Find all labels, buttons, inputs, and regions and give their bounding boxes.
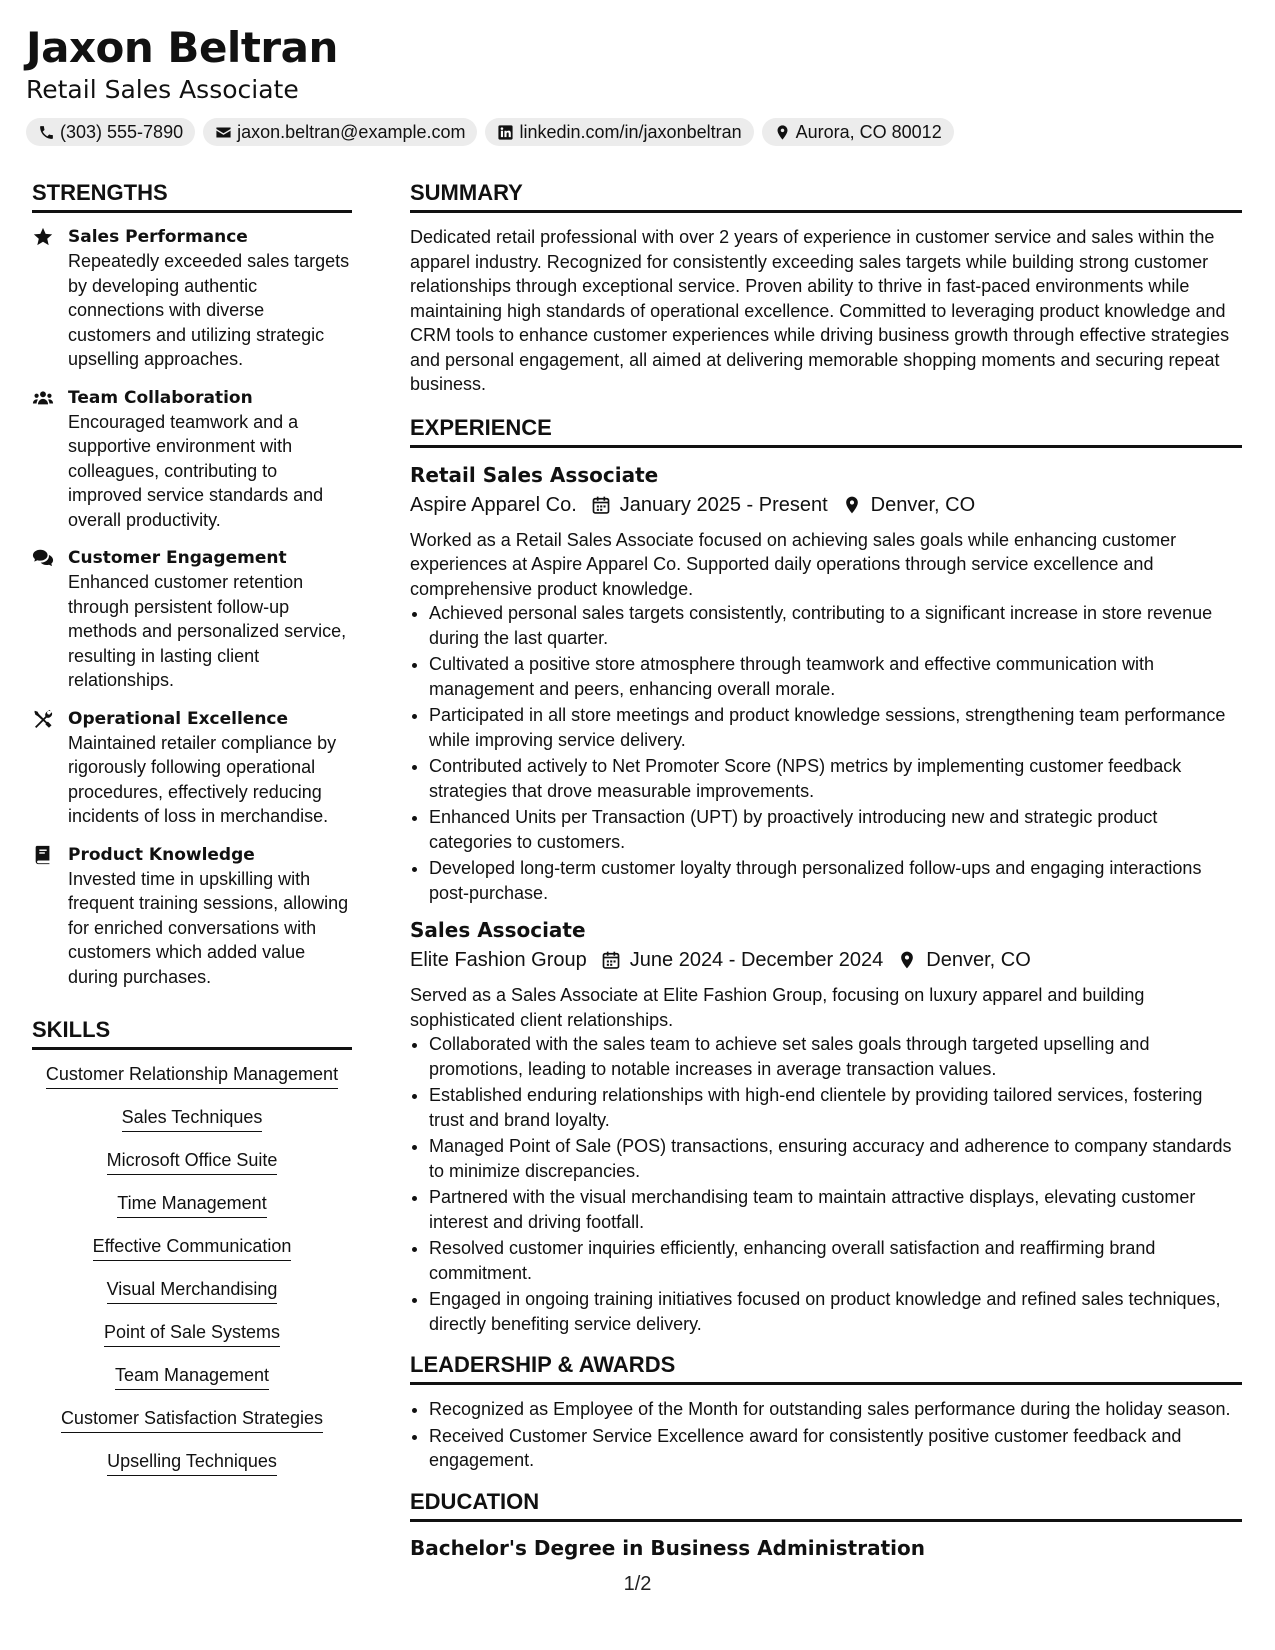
skill-label: Upselling Techniques	[107, 1449, 277, 1476]
job-title: Retail Sales Associate	[410, 462, 659, 487]
job-dates: January 2025 - Present	[619, 493, 828, 516]
job-dates: June 2024 - December 2024	[629, 949, 884, 971]
contact-linkedin[interactable]	[485, 118, 753, 146]
strength-item	[32, 843, 352, 990]
contact-bar	[26, 118, 1249, 146]
linkedin-icon	[497, 124, 514, 141]
skill-item	[32, 1363, 352, 1390]
candidate-title: Retail Sales Associate	[26, 75, 299, 104]
skill-item	[32, 1406, 352, 1433]
job-bullets	[410, 1032, 1242, 1336]
page-number: 1/2	[623, 1573, 652, 1595]
leadership-heading: LEADERSHIP & AWARDS	[410, 1350, 1242, 1385]
contact-location	[762, 118, 954, 146]
strength-title: Operational Excellence	[68, 708, 289, 729]
job-bullet: • Engaged in ongoing training initiatives focused on product knowledge and refined sales techniques, directly benefiting service delivery.	[429, 1287, 1242, 1336]
star-icon	[32, 226, 54, 248]
job-bullet: • Cultivated a positive store atmosphere through teamwork and effective communication with management and peers, enhancing overall morale.	[429, 652, 1242, 701]
skill-label: Effective Communication	[93, 1234, 292, 1261]
skill-item	[32, 1062, 352, 1089]
job-bullet: • Enhanced Units per Transaction (UPT) by proactively introducing new and strategic product categories to customers.	[429, 805, 1242, 854]
strength-title: Product Knowledge	[68, 844, 255, 865]
strength-desc: Encouraged teamwork and a supportive environment with colleagues, contributing to improved service standards and overall productivity.	[68, 411, 324, 530]
job-bullets	[410, 601, 1242, 905]
skills-heading: SKILLS	[32, 1015, 352, 1050]
job-bullet: • Resolved customer inquiries efficiently, enhancing overall satisfaction and reaffirming brand commitment.	[429, 1236, 1242, 1285]
strength-desc: Maintained retailer compliance by rigorously following operational procedures, effectively reducing incidents of loss in merchandise.	[68, 732, 337, 826]
users-icon	[32, 387, 54, 409]
contact-location-text: Aurora, CO 80012	[795, 122, 942, 142]
contact-email-text: jaxon.beltran@example.com	[237, 122, 466, 142]
job-bullet: • Partnered with the visual merchandising team to maintain attractive displays, elevating customer interest and driving footfall.	[429, 1185, 1242, 1234]
calendar-icon	[591, 495, 611, 515]
job-company: Elite Fashion Group	[410, 949, 587, 971]
job-bullet: • Developed long-term customer loyalty through personalized follow-ups and engaging interactions post-purchase.	[429, 856, 1242, 905]
map-pin-icon	[842, 495, 862, 515]
skills-list	[32, 1062, 352, 1476]
skill-label: Visual Merchandising	[107, 1277, 278, 1304]
job-location: Denver, CO	[926, 949, 1031, 971]
job-bullet: • Managed Point of Sale (POS) transactions, ensuring accuracy and adherence to company standards to minimize discrepancies.	[429, 1134, 1242, 1183]
map-pin-icon	[897, 950, 917, 970]
skill-item	[32, 1191, 352, 1218]
comments-icon	[32, 547, 54, 569]
strength-title: Customer Engagement	[68, 548, 287, 568]
skill-label: Point of Sale Systems	[104, 1320, 280, 1347]
contact-linkedin-text: linkedin.com/in/jaxonbeltran	[519, 122, 742, 142]
skill-item	[32, 1105, 352, 1132]
resume-header	[26, 22, 1249, 146]
skill-item	[32, 1320, 352, 1347]
job-location: Denver, CO	[870, 493, 976, 516]
leadership-list	[410, 1397, 1242, 1473]
strength-desc: Enhanced customer retention through persistent follow-up methods and personalized service, resulting in lasting client relationships.	[68, 572, 347, 690]
experience-heading: EXPERIENCE	[410, 413, 1242, 448]
strength-desc: Repeatedly exceeded sales targets by developing authentic connections with diverse customers and utilizing strategic upselling approaches.	[68, 251, 350, 369]
skill-label: Microsoft Office Suite	[107, 1148, 278, 1175]
education-heading: EDUCATION	[410, 1487, 1242, 1522]
tools-icon	[32, 708, 54, 730]
skill-item	[32, 1277, 352, 1304]
contact-phone[interactable]	[26, 118, 195, 146]
map-pin-icon	[774, 124, 791, 141]
calendar-icon	[601, 950, 621, 970]
job-meta	[410, 490, 1242, 520]
skill-label: Customer Relationship Management	[46, 1062, 338, 1089]
summary-text: Dedicated retail professional with over 2 years of experience in customer service and sales within the apparel industry. Recognized for consistently exceeding sales targets while building strong customer relationships through exceptional service. Proven ability to thrive in fast-paced environments while maintaining high standards of operational excellence. Committed to leveraging product knowledge and CRM tools to enhance customer experiences while driving business growth through effective strategies and personal engagement, all aimed at delivering memorable shopping moments and securing repeat business.	[410, 227, 1230, 394]
skill-item	[32, 1234, 352, 1261]
job-entry	[410, 460, 1242, 906]
strength-title: Sales Performance	[68, 227, 248, 247]
job-company: Aspire Apparel Co.	[410, 493, 577, 516]
right-column	[410, 178, 1242, 1562]
skill-label: Customer Satisfaction Strategies	[61, 1406, 323, 1433]
strength-item	[32, 225, 352, 372]
skill-label: Team Management	[115, 1363, 269, 1390]
skill-item	[32, 1148, 352, 1175]
leadership-item: • Received Customer Service Excellence award for consistently positive customer feedback and engagement.	[429, 1424, 1242, 1473]
job-desc: Worked as a Retail Sales Associate focused on achieving sales goals while enhancing customer experiences at Aspire Apparel Co. Supported daily operations through service excellence and comprehensive product knowledge.	[410, 529, 1177, 599]
job-desc: Served as a Sales Associate at Elite Fashion Group, focusing on luxury apparel and building sophisticated client relationships.	[410, 985, 1145, 1030]
strength-item	[32, 707, 352, 829]
job-bullet: • Established enduring relationships with high-end clientele by providing tailored services, fostering trust and brand loyalty.	[429, 1083, 1242, 1132]
skill-item	[32, 1449, 352, 1476]
envelope-icon	[215, 124, 232, 141]
education-degree: Bachelor's Degree in Business Administration	[410, 1535, 925, 1560]
job-bullet: • Collaborated with the sales team to achieve set sales goals through targeted upselling and promotions, leading to notable increases in average transaction values.	[429, 1032, 1242, 1081]
contact-email[interactable]	[203, 118, 477, 146]
job-entry	[410, 915, 1242, 1336]
job-bullet: • Achieved personal sales targets consistently, contributing to a significant increase in store revenue during the last quarter.	[429, 601, 1242, 650]
job-bullet: • Contributed actively to Net Promoter Score (NPS) metrics by implementing customer feedback strategies that drove measurable improvements.	[429, 754, 1242, 803]
job-meta	[410, 945, 1242, 975]
strength-desc: Invested time in upskilling with frequent training sessions, allowing for enriched conversations with customers which added value during purchases.	[68, 868, 349, 987]
summary-heading: SUMMARY	[410, 178, 1242, 213]
skill-label: Sales Techniques	[122, 1105, 263, 1132]
skill-label: Time Management	[117, 1191, 266, 1218]
strength-title: Team Collaboration	[68, 387, 253, 408]
job-bullet: • Participated in all store meetings and product knowledge sessions, strengthening team performance while improving service delivery.	[429, 703, 1242, 752]
contact-phone-text: (303) 555-7890	[60, 122, 184, 142]
leadership-item: • Recognized as Employee of the Month for outstanding sales performance during the holiday season.	[429, 1397, 1242, 1422]
strength-item	[32, 546, 352, 693]
book-icon	[32, 844, 54, 866]
strengths-heading: STRENGTHS	[32, 178, 352, 213]
job-title: Sales Associate	[410, 918, 586, 942]
left-column	[32, 178, 352, 1492]
strength-item	[32, 386, 352, 533]
phone-icon	[38, 124, 55, 141]
candidate-name: Jaxon Beltran	[26, 23, 338, 72]
